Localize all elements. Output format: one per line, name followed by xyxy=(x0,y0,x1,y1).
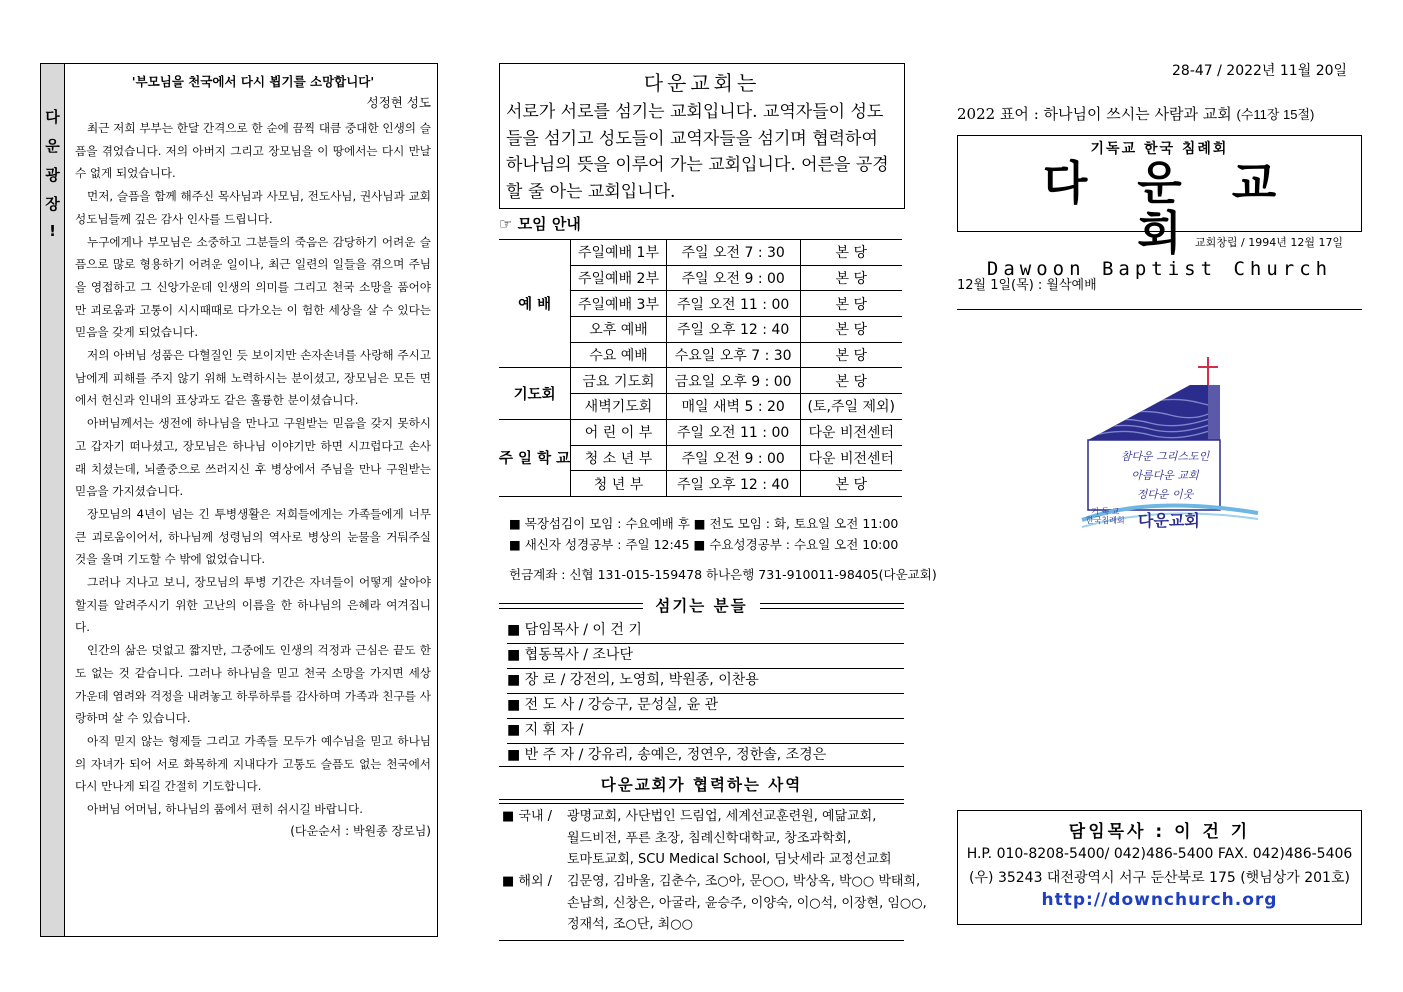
domestic-list xyxy=(567,806,892,871)
meeting-place: 다운 비전센터 xyxy=(800,445,902,471)
meeting-place: 다운 비전센터 xyxy=(800,419,902,445)
meeting-name: 청 년 부 xyxy=(571,471,667,497)
meeting-time: 금요일 오후 9 : 00 xyxy=(666,368,800,394)
staff-row: ■ 지 휘 자 / xyxy=(507,718,904,744)
issue-number: 28-47 / 2022년 11월 20일 xyxy=(1172,63,1348,79)
cooperation-heading-text: 다운교회가 협력하는 사역 xyxy=(589,776,815,794)
church-name: 다운교회 xyxy=(1042,156,1327,260)
staff-heading xyxy=(499,594,904,616)
meeting-name: 금요 기도회 xyxy=(571,368,667,394)
group-label: 주 일 학 교 xyxy=(499,419,571,496)
meeting-time: 주일 오전 9 : 00 xyxy=(666,445,800,471)
domestic-label: ■ 국내 / xyxy=(502,809,553,824)
staff-row: ■ 협동목사 / 조나단 xyxy=(507,643,904,669)
table-row xyxy=(499,419,902,445)
meeting-name: 주일예배 2부 xyxy=(571,265,667,291)
testimony-title: '부모님을 천국에서 다시 뵙기를 소망합니다' xyxy=(131,74,375,89)
meeting-place: (토,주일 제외) xyxy=(800,394,902,420)
tab-char: 광 xyxy=(45,166,60,184)
pastor-title: 담임목사 : 이 건 기 xyxy=(1068,822,1251,842)
testimony-panel xyxy=(40,63,438,937)
cooperation-heading xyxy=(499,773,904,795)
staff-row: ■ 반 주 자 / 강유리, 송예은, 정연우, 정한솔, 조경은 xyxy=(507,747,827,763)
meeting-note: ■ 새신자 성경공부 : 주일 12:45 ■ 수요성경공부 : 수요일 오전 10:00 xyxy=(509,537,899,552)
domestic-line: 광명교회, 사단법인 드림업, 세계선교훈련원, 예닮교회, xyxy=(567,809,877,824)
testimony-body xyxy=(64,64,437,936)
logo-small-text: 기 독 교 xyxy=(1091,507,1120,516)
testimony-paragraph: 아버님 어머님, 하나님의 품에서 편히 쉬시길 바랍니다. xyxy=(87,802,363,817)
meeting-place: 본 당 xyxy=(800,368,902,394)
meeting-name: 새벽기도회 xyxy=(571,394,667,420)
meetings-heading: ☞ 모임 안내 xyxy=(499,215,581,233)
logo-denomination xyxy=(1086,507,1125,525)
meeting-time: 주일 오후 12 : 40 xyxy=(666,471,800,497)
meeting-time: 주일 오전 11 : 00 xyxy=(666,291,800,317)
upcoming-event: 12월 1일(목) : 월삭예배 xyxy=(957,278,1097,293)
logo-slogan xyxy=(1110,447,1220,504)
yearly-motto xyxy=(957,103,1314,124)
testimony-paragraph: 아버님께서는 생전에 하나님을 만나고 구원받는 믿음을 갖지 못하시고 갑자기 떠나셨고, 장모님은 하나님 이야기만 하면 시끄럽다고 손사래 치셨는데, 뇌졸중으로 쓰러지신 후 병상에서 주님을 만나 구원받는 믿음을 가지셨습니다. xyxy=(75,416,431,499)
staff-row: ■ 장 로 / 강전의, 노영희, 박원종, 이찬용 xyxy=(507,668,904,694)
overseas-line: 손남희, 신창은, 아굴라, 윤승주, 이양숙, 이○석, 이장현, 임○○, xyxy=(567,895,927,911)
group-label: 예 배 xyxy=(499,240,571,368)
table-row xyxy=(499,240,902,266)
meeting-time: 수요일 오후 7 : 30 xyxy=(666,342,800,368)
meeting-name: 어 린 이 부 xyxy=(571,419,667,445)
meeting-name: 수요 예배 xyxy=(571,342,667,368)
church-address: (우) 35243 대전광역시 서구 둔산북로 175 (햇님상가 201호) xyxy=(969,870,1350,886)
overseas-line: 김문영, 김바울, 김춘수, 조○아, 문○○, 박상옥, 박○○ 박태희, xyxy=(567,874,921,889)
testimony-signature: (다운순서 : 박원종 장로님) xyxy=(290,823,431,838)
divider xyxy=(499,940,904,941)
meeting-time: 주일 오전 9 : 00 xyxy=(666,265,800,291)
meeting-name: 주일예배 1부 xyxy=(571,240,667,266)
meeting-name: 청 소 년 부 xyxy=(571,445,667,471)
tab-char: ! xyxy=(49,222,56,240)
meeting-place: 본 당 xyxy=(800,240,902,266)
overseas-line: 정재석, 조○단, 최○○ xyxy=(567,917,693,932)
logo-slogan-line: 아름다운 교회 xyxy=(1131,469,1199,482)
staff-heading-text: 섬기는 분들 xyxy=(643,597,759,615)
meeting-place: 본 당 xyxy=(800,471,902,497)
staff-row: ■ 전 도 사 / 강승구, 문성실, 윤 관 xyxy=(507,693,904,719)
logo-small-text: 한국침례회 xyxy=(1086,516,1125,525)
meeting-time: 주일 오전 11 : 00 xyxy=(666,419,800,445)
overseas-list xyxy=(567,871,927,936)
pastor-contact-box xyxy=(957,810,1362,925)
meeting-place: 본 당 xyxy=(800,342,902,368)
meeting-name: 오후 예배 xyxy=(571,317,667,343)
testimony-paragraph: 아직 믿지 않는 형제들 그리고 가족들 모두가 예수님을 믿고 하나님의 자녀가 되어 서로 화목하게 지내다가 고통도 슬픔도 없는 천국에서 다시 만나게 되길 간절히 기도합니다. xyxy=(75,733,431,794)
testimony-paragraph: 그러나 지나고 보니, 장모님의 투병 기간은 자녀들이 어떻게 살아야 할지를 알려주시기 위한 고난의 이름을 한 하나님의 은혜라 여겨집니다. xyxy=(75,575,431,635)
offering-account: 헌금계좌 : 신협 131-015-159478 하나은행 731-910011-98405(다운교회) xyxy=(509,567,937,582)
logo-slogan-line: 참다운 그리스도인 xyxy=(1120,450,1210,463)
church-name-english: Dawoon Baptist Church xyxy=(986,258,1333,280)
meeting-name: 주일예배 3부 xyxy=(571,291,667,317)
meeting-time: 매일 새벽 5 : 20 xyxy=(666,394,800,420)
meeting-place: 본 당 xyxy=(800,265,902,291)
domestic-line: 토마토교회, SCU Medical School, 딤낫세라 교정선교회 xyxy=(567,852,892,867)
testimony-paragraph: 먼저, 슬픔을 함께 해주신 목사님과 사모님, 전도사님, 권사님과 교회 성도님들께 깊은 감사 인사를 드립니다. xyxy=(75,189,431,226)
group-label: 기도회 xyxy=(499,368,571,419)
meeting-time: 주일 오후 12 : 40 xyxy=(666,317,800,343)
founded-date: 교회창립 / 1994년 12월 17일 xyxy=(1195,236,1344,249)
testimony-paragraph: 인간의 삶은 덧없고 짧지만, 그중에도 인생의 걱정과 근심은 끝도 한도 없는 것 같습니다. 그러나 하나님을 믿고 천국 소망을 가지면 세상 가운데 염려와 걱정을 내려놓고 하루하루를 감사하며 가족과 친구를 사랑하며 살 수 있습니다. xyxy=(75,643,431,726)
motto-reference: (수11장 15절) xyxy=(1236,107,1315,122)
testimony-paragraph: 누구에게나 부모님은 소중하고 그분들의 죽음은 감당하기 어려운 슬픔으로 많로 형용하기 어려운 일이나, 최근 일련의 일들을 겪으며 주님을 영접하고 그 신앙가운데 인생의 의미를 그리고 천국 소망을 품어야만 괴로움과 고통이 시시때때로 다가오는 이 험한 세상을 살 수 있다는 믿음을 갖게 되었습니다. xyxy=(75,234,431,340)
meeting-time: 주일 오전 7 : 30 xyxy=(666,240,800,266)
church-description-text: 서로가 서로를 섬기는 교회입니다. 교역자들이 성도들을 섬기고 성도들이 교역자들을 섬기며 협력하여 하나님의 뜻을 이루어 가는 교회입니다. 어른을 공경할 줄 아는 교회입니다. xyxy=(506,102,889,202)
denomination: 기독교 한국 침례회 xyxy=(1090,141,1229,157)
church-website-link[interactable]: http://downchurch.org xyxy=(1041,890,1278,910)
testimony-paragraph: 저의 아버님 성품은 다혈질인 듯 보이지만 손자손녀를 사랑해 주시고 남에게 피해를 주지 않기 위해 노력하시는 분이셨고, 장모님은 모든 면에서 헌신과 인내의 표상과도 같은 훌륭한 분이셨습니다. xyxy=(75,348,431,408)
divider xyxy=(499,766,904,767)
tab-char: 운 xyxy=(45,137,60,155)
divider xyxy=(957,309,1362,310)
church-logo xyxy=(1080,355,1260,545)
staff-row: ■ 담임목사 / 이 건 기 xyxy=(507,618,904,644)
logo-slogan-line: 정다운 이웃 xyxy=(1136,488,1194,501)
church-description-title: 다운교회는 xyxy=(643,71,761,95)
meeting-place: 본 당 xyxy=(800,291,902,317)
pastor-phone: H.P. 010-8208-5400/ 042)486-5400 FAX. 042)486-5406 xyxy=(966,846,1353,862)
tab-char: 다 xyxy=(45,108,60,126)
church-description-box xyxy=(499,63,905,209)
motto-text: 2022 표어 : 하나님이 쓰시는 사람과 교회 xyxy=(957,105,1232,123)
domestic-line: 월드비전, 푸른 초장, 침례신학대학교, 창조과학회, xyxy=(567,830,852,846)
table-row xyxy=(499,368,902,394)
overseas-label: ■ 해외 / xyxy=(502,874,553,889)
meeting-place: 본 당 xyxy=(800,317,902,343)
meeting-note: ■ 목장섬김이 모임 : 수요예배 후 ■ 전도 모임 : 화, 토요일 오전 11:00 xyxy=(509,516,899,531)
tab-char: 장 xyxy=(45,195,60,213)
testimony-paragraph: 장모님의 4년이 넘는 긴 투병생활은 저희들에게는 가족들에게 너무 큰 괴로움이어서, 하나님께 성령님의 역사로 병상의 눈물을 거둬주실 것을 울며 기도할 수 밖에 없었습니다. xyxy=(75,506,431,567)
testimony-author: 성정현 성도 xyxy=(366,95,431,110)
logo-church-name: 다운교회 xyxy=(1138,511,1200,530)
schedule-table xyxy=(499,239,902,497)
testimony-paragraph: 최근 저희 부부는 한달 간격으로 한 순에 끔찍 대큼 중대한 인생의 슬픔을 겪었습니다. 저의 아버지 그리고 장모님을 이 땅에서는 다시 만날 수 없게 되었습니다. xyxy=(75,121,431,181)
section-tab xyxy=(41,64,64,936)
